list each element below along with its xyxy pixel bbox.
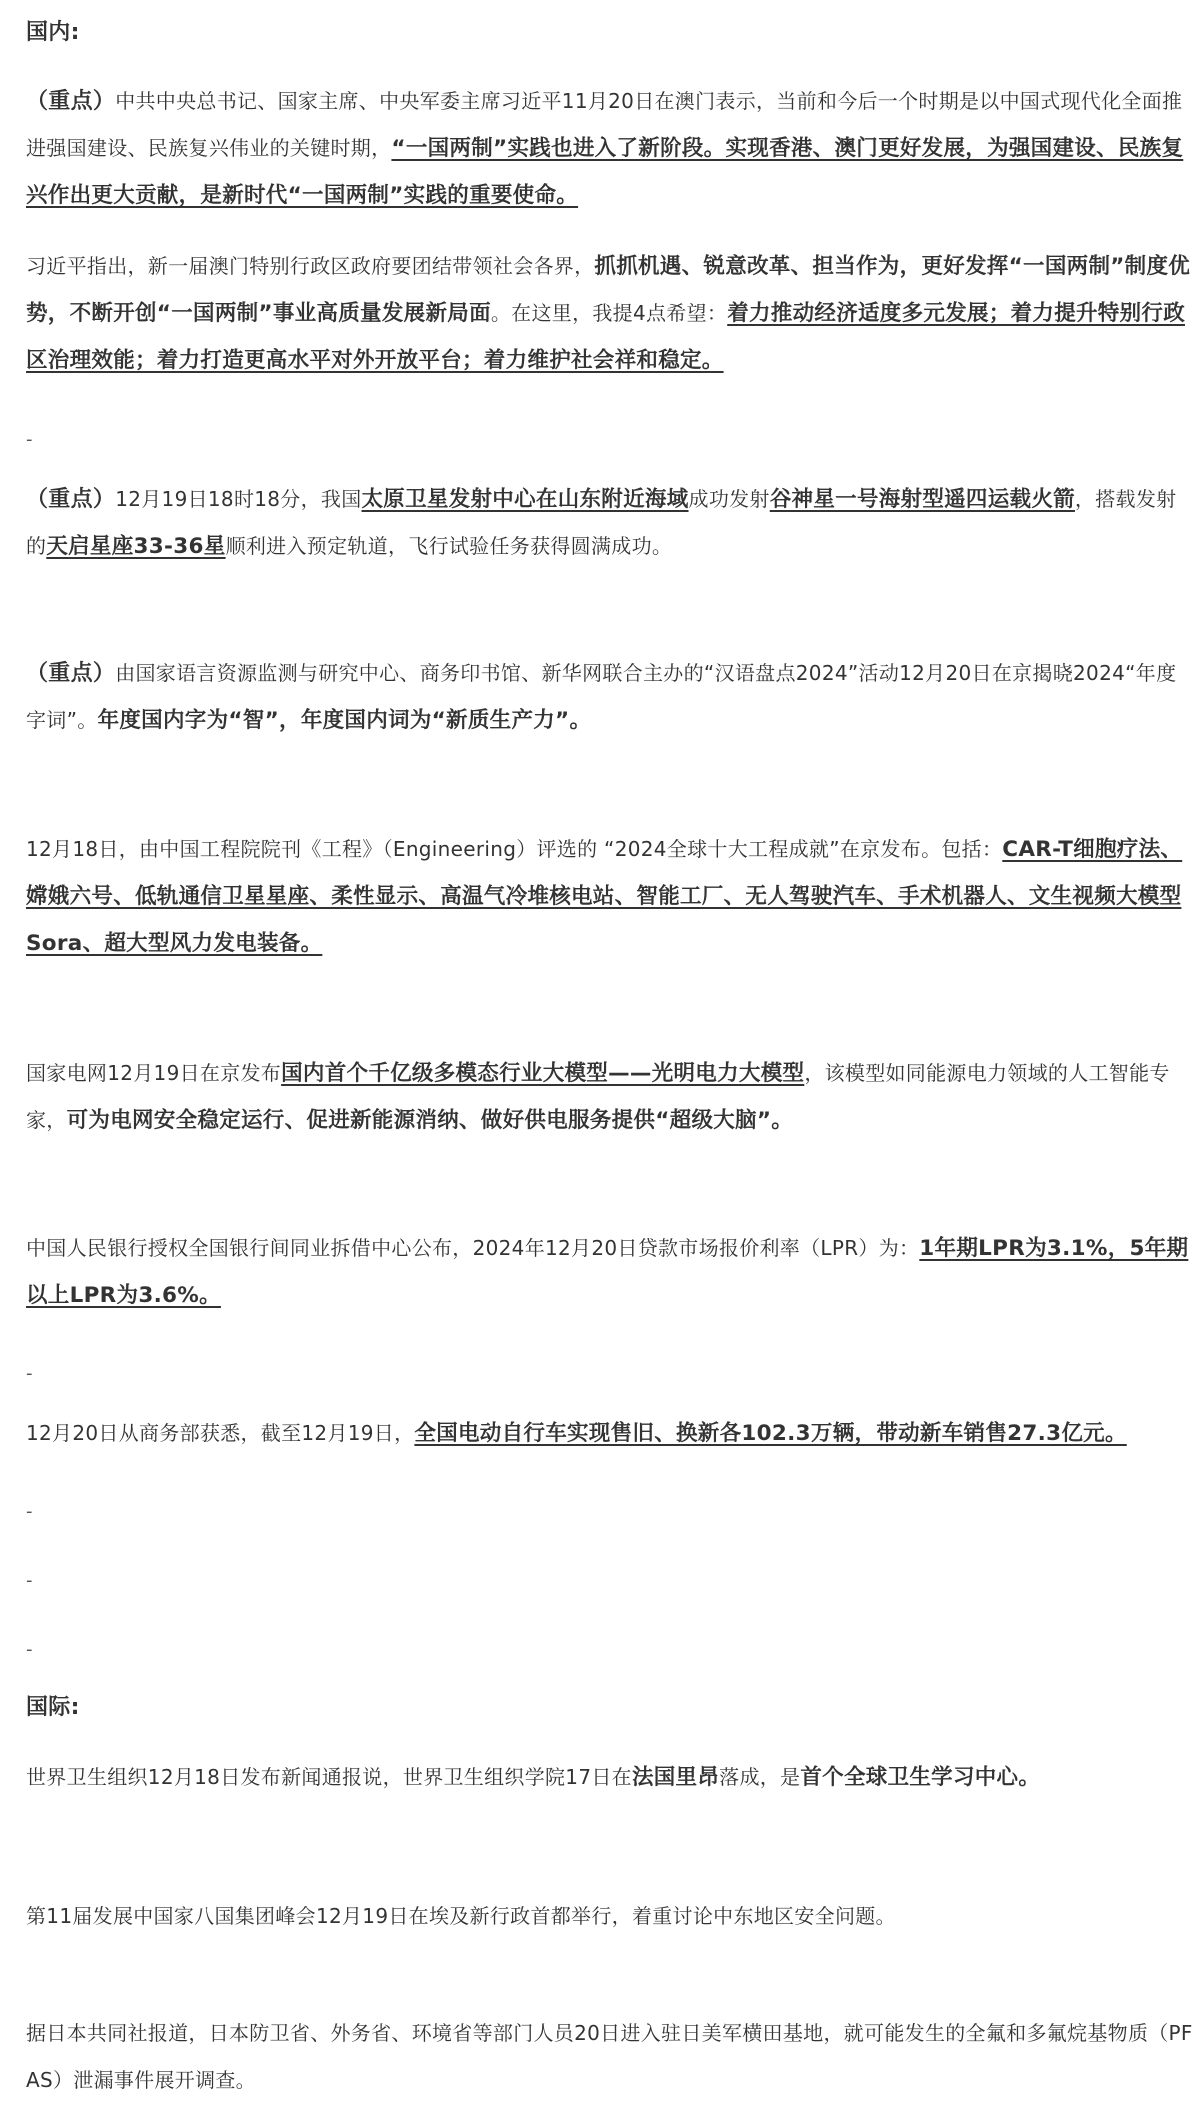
item-text: 由国家语言资源监测与研究中心、商务印书馆、新华网联合主办的“汉语盘点2024”活动12月20日在京揭晓2024“年度字词”。 <box>26 661 1177 732</box>
item-text: 习近平指出，新一届澳门特别行政区政府要团结带领社会各界， <box>26 254 595 278</box>
item-bold: 抓抓机遇、锐意改革、担当作为，更好发挥“一国两制”制度优势，不断开创“一国两制”事业高质量发展新局面 <box>26 254 1191 326</box>
item-highlight: 着力推动经济适度多元发展；着力提升特别行政区治理效能；着力打造更高水平对外开放平台；着力维护社会祥和稳定。 <box>26 301 1186 373</box>
item-text: 12月19日18时18分，我国 <box>115 487 362 511</box>
item-text: 国家电网12月19日在京发布 <box>26 1061 282 1085</box>
item-highlight: 太原卫星发射中心在山东附近海域 <box>361 487 689 512</box>
item-highlight: 全国电动自行车实现售旧、换新各102.3万辆，带动新车销售27.3亿元。 <box>414 1421 1127 1446</box>
item-bold: 年度国内字为“智”，年度国内词为“新质生产力”。 <box>97 708 592 733</box>
domestic-item-8 <box>26 1410 1196 1457</box>
domestic-item-2 <box>26 243 1196 384</box>
domestic-item-4 <box>26 650 1196 744</box>
separator-dash: - <box>26 1501 33 1522</box>
item-text: 世界卫生组织12月18日发布新闻通报说，世界卫生组织学院17日在 <box>26 1765 632 1789</box>
separator-dash: - <box>26 429 33 450</box>
domestic-heading: 国内: <box>26 20 80 45</box>
item-bold: 法国里昂 <box>631 1765 720 1790</box>
item-bold: 首个全球卫生学习中心。 <box>800 1765 1041 1790</box>
item-highlight: “一国两制”实践也进入了新阶段。实现香港、澳门更好发展，为强国建设、民族复兴作出更大贡献，是新时代“一国两制”实践的重要使命。 <box>26 136 1184 208</box>
item-highlight: 1年期LPR为3.1%，5年期以上LPR为3.6%。 <box>26 1236 1189 1308</box>
key-tag: （重点） <box>26 487 116 512</box>
item-text: 据日本共同社报道，日本防卫省、外务省、环境省等部门人员20日进入驻日美军横田基地，就可能发生的全氟和多氟烷基物质（PFAS）泄漏事件展开调查。 <box>26 2021 1193 2092</box>
domestic-item-5 <box>26 826 1196 967</box>
item-text: 中国人民银行授权全国银行间同业拆借中心公布，2024年12月20日贷款市场报价利率（LPR）为： <box>26 1236 920 1260</box>
international-item-1 <box>26 1754 1196 1801</box>
item-text: 第11届发展中国家八国集团峰会12月19日在埃及新行政首都举行，着重讨论中东地区安全问题。 <box>26 1904 896 1928</box>
domestic-item-6 <box>26 1050 1196 1144</box>
item-highlight: 天启星座33-36星 <box>46 534 226 559</box>
domestic-item-1 <box>26 78 1196 219</box>
item-text: ，搭载发射的 <box>26 487 1177 558</box>
item-text: 成功发射 <box>688 487 770 511</box>
item-bold: 可为电网安全稳定运行、促进新能源消纳、做好供电服务提供“超级大脑”。 <box>66 1108 794 1133</box>
item-text: 顺利进入预定轨道，飞行试验任务获得圆满成功。 <box>225 534 673 558</box>
item-highlight: 谷神星一号海射型遥四运载火箭 <box>769 487 1075 512</box>
item-text: 12月18日，由中国工程院院刊《工程》（Engineering）评选的 “2024全球十大工程成就”在京发布。包括： <box>26 837 1003 861</box>
international-item-3 <box>26 2010 1196 2104</box>
key-tag: （重点） <box>26 89 116 114</box>
item-text: ，该模型如同能源电力领域的人工智能专家， <box>26 1061 1170 1132</box>
item-text: 落成，是 <box>719 1765 801 1789</box>
item-text: 中共中央总书记、国家主席、中央军委主席习近平11月20日在澳门表示，当前和今后一个时期是以中国式现代化全面推进强国建设、民族复兴伟业的关键时期， <box>26 89 1183 160</box>
item-highlight: 国内首个千亿级多模态行业大模型——光明电力大模型 <box>281 1061 805 1086</box>
international-heading: 国际: <box>26 1695 80 1720</box>
key-tag: （重点） <box>26 661 116 686</box>
item-text: 。在这里，我提4点希望： <box>490 301 728 325</box>
domestic-item-7 <box>26 1225 1196 1319</box>
separator-dash: - <box>26 1363 33 1384</box>
separator-dash: - <box>26 1570 33 1591</box>
item-text: 12月20日从商务部获悉，截至12月19日， <box>26 1421 415 1445</box>
item-highlight: CAR-T细胞疗法、嫦娥六号、低轨通信卫星星座、柔性显示、高温气冷堆核电站、智能工厂、无人驾驶汽车、手术机器人、文生视频大模型Sora、超大型风力发电装备。 <box>26 837 1183 956</box>
international-item-2 <box>26 1893 1196 1940</box>
domestic-item-3 <box>26 476 1196 570</box>
separator-dash: - <box>26 1639 33 1660</box>
